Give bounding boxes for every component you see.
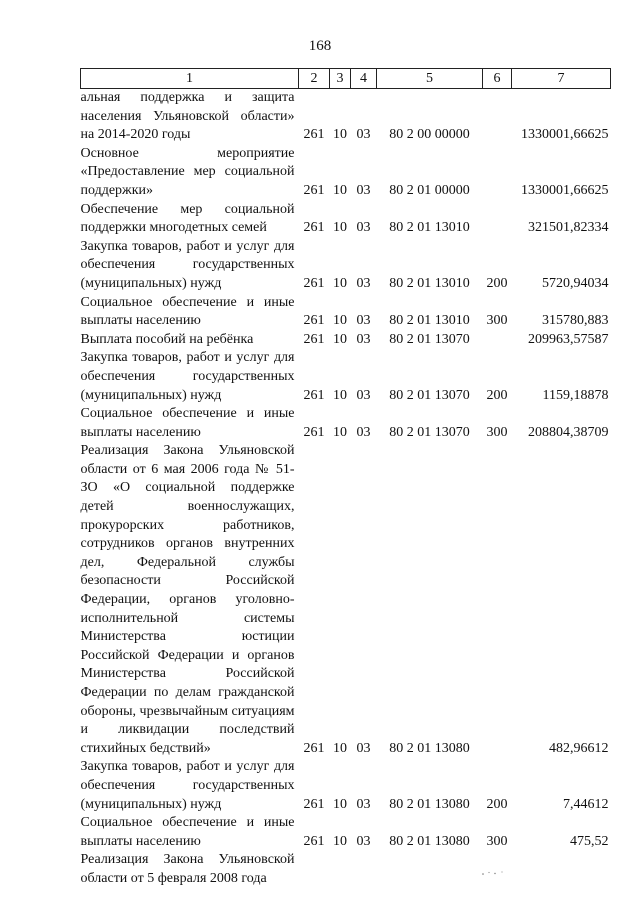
row-name: Социальное обеспечение и иные выплаты населению <box>80 294 295 329</box>
header-row <box>81 69 611 89</box>
column-header-1: 1 <box>81 69 299 89</box>
target-article-code: 80 2 01 13070 <box>389 424 470 440</box>
table-row <box>81 294 611 331</box>
row-name: Закупка товаров, работ и услуг для обеспечения государственных (муниципальных) нужд <box>80 350 295 403</box>
expense-type-code <box>483 442 512 758</box>
subsection-code: 03 <box>356 424 371 440</box>
table-row <box>81 442 611 758</box>
page-number: 168 <box>308 38 332 54</box>
amount <box>512 851 611 888</box>
section-code: 10 <box>333 331 347 347</box>
scan-speck <box>480 870 508 876</box>
target-article-code <box>377 851 483 888</box>
admin-code: 261 <box>303 387 325 403</box>
amount: 1330001,66625 <box>521 127 609 143</box>
expense-type-code <box>483 145 512 201</box>
admin-code: 261 <box>303 796 325 812</box>
admin-code: 261 <box>303 220 325 236</box>
table-row <box>81 758 611 814</box>
table-row <box>81 145 611 201</box>
column-header-7: 7 <box>512 69 611 89</box>
section-code: 10 <box>333 127 347 143</box>
target-article-code: 80 2 01 13080 <box>389 740 470 756</box>
amount: 475,52 <box>570 833 609 849</box>
section-code: 10 <box>333 220 347 236</box>
admin-code: 261 <box>303 127 325 143</box>
row-name: Закупка товаров, работ и услуг для обеспечения государственных (муниципальных) нужд <box>80 238 295 291</box>
budget-table <box>80 68 611 889</box>
table-row <box>81 201 611 238</box>
row-name: Закупка товаров, работ и услуг для обеспечения государственных (муниципальных) нужд <box>80 759 295 812</box>
target-article-code: 80 2 01 13010 <box>389 275 470 291</box>
admin-code: 261 <box>303 833 325 849</box>
subsection-code: 03 <box>356 796 371 812</box>
row-name: Реализация Закона Ульяновской области от 5 февраля 2008 года <box>80 852 295 886</box>
subsection-code: 03 <box>356 331 371 347</box>
admin-code: 261 <box>303 740 325 756</box>
row-name: Обеспечение мер социальной поддержки многодетных семей <box>80 201 295 236</box>
subsection-code: 03 <box>356 182 371 198</box>
amount: 208804,38709 <box>528 424 609 440</box>
section-code: 10 <box>333 740 347 756</box>
amount: 5720,94034 <box>542 275 609 291</box>
column-header-5: 5 <box>377 69 483 89</box>
table-row <box>81 331 611 350</box>
section-code: 10 <box>333 833 347 849</box>
section-code: 10 <box>333 796 347 812</box>
expense-type-code <box>483 201 512 238</box>
target-article-code: 80 2 01 13010 <box>389 313 470 329</box>
table-row <box>81 238 611 294</box>
subsection-code: 03 <box>356 275 371 291</box>
expense-type-code: 200 <box>486 275 508 291</box>
expense-type-code: 300 <box>486 833 508 849</box>
subsection-code: 03 <box>356 127 371 143</box>
amount: 209963,57587 <box>528 331 609 347</box>
expense-type-code: 200 <box>486 387 508 403</box>
expense-type-code <box>483 331 512 350</box>
subsection-code: 03 <box>356 740 371 756</box>
subsection-code <box>351 851 377 888</box>
amount: 321501,82334 <box>528 220 609 236</box>
admin-code <box>299 851 330 888</box>
section-code: 10 <box>333 182 347 198</box>
target-article-code: 80 2 01 13070 <box>389 387 470 403</box>
admin-code: 261 <box>303 331 325 347</box>
subsection-code: 03 <box>356 220 371 236</box>
table-row <box>81 851 611 888</box>
section-code: 10 <box>333 313 347 329</box>
table-body <box>81 89 611 889</box>
section-code: 10 <box>333 275 347 291</box>
column-header-2: 2 <box>299 69 330 89</box>
row-name: Реализация Закона Ульяновской области от 6 мая 2006 года № 51-ЗО «О социальной поддержке детей военнослужащих, прокурорских работников, сотрудников органов внутренних дел, Федеральной службы безопасности Российской Федерации, органов уголовно-исполнительной системы Министерства юстиции Российской Федерации и органов Министерства Российской Федерации по делам гражданской обороны, чрезвычайным ситуациям и ликвидации последствий стихийных бедствий» <box>80 443 295 756</box>
section-code: 10 <box>333 424 347 440</box>
amount: 482,96612 <box>549 740 609 756</box>
expense-type-code: 200 <box>486 796 508 812</box>
row-name: альная поддержка и защита населения Ульяновской области» на 2014-2020 годы <box>80 90 295 143</box>
target-article-code: 80 2 00 00000 <box>389 127 470 143</box>
amount: 1330001,66625 <box>521 182 609 198</box>
subsection-code: 03 <box>356 833 371 849</box>
admin-code: 261 <box>303 182 325 198</box>
target-article-code: 80 2 01 13010 <box>389 220 470 236</box>
section-code: 10 <box>333 387 347 403</box>
row-name: Основное мероприятие «Предоставление мер социальной поддержки» <box>80 145 295 198</box>
amount: 1159,18878 <box>542 387 609 403</box>
target-article-code: 80 2 01 13070 <box>389 331 470 347</box>
row-name: Социальное обеспечение и иные выплаты населению <box>80 406 295 440</box>
column-header-6: 6 <box>483 69 512 89</box>
target-article-code: 80 2 01 13080 <box>389 833 470 849</box>
amount: 7,44612 <box>563 796 609 812</box>
table-row <box>81 814 611 851</box>
expense-type-code <box>483 89 512 145</box>
section-code <box>330 851 351 888</box>
column-header-4: 4 <box>351 69 377 89</box>
expense-type-code: 300 <box>486 424 508 440</box>
expense-type-code: 300 <box>486 313 508 329</box>
table-row <box>81 405 611 442</box>
amount: 315780,883 <box>542 313 609 329</box>
target-article-code: 80 2 01 13080 <box>389 796 470 812</box>
admin-code: 261 <box>303 313 325 329</box>
admin-code: 261 <box>303 424 325 440</box>
table-row <box>81 349 611 405</box>
target-article-code: 80 2 01 00000 <box>389 182 470 198</box>
subsection-code: 03 <box>356 313 371 329</box>
column-header-3: 3 <box>330 69 351 89</box>
admin-code: 261 <box>303 275 325 291</box>
row-name: Выплата пособий на ребёнка <box>80 331 254 347</box>
row-name: Социальное обеспечение и иные выплаты населению <box>80 815 295 849</box>
table-row <box>81 89 611 145</box>
subsection-code: 03 <box>356 387 371 403</box>
